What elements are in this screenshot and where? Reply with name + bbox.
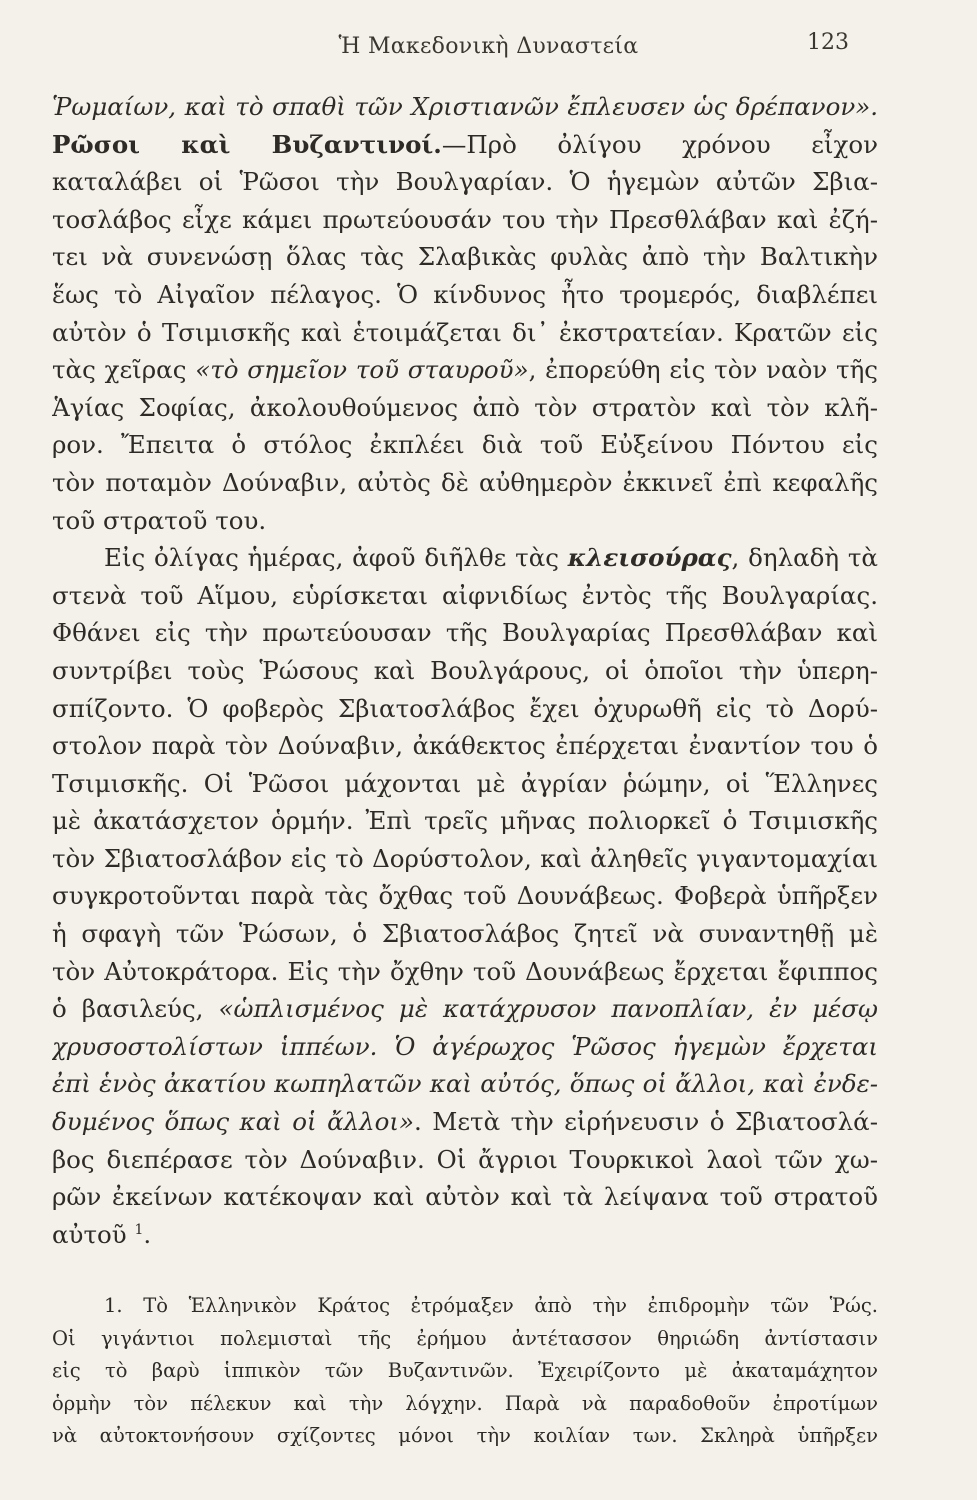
text-line: τοσλάβος εἶχε κάμει πρωτεύουσάν του τὴν Πρεσθλάβαν καὶ ἐζή- — [52, 204, 878, 234]
text-line: ὁ βασιλεύς, «ὡπλισμένος μὲ κατάχρυσον πανοπλίαν, ἐν μέσῳ — [52, 994, 878, 1024]
footnote-line: νὰ αὐτοκτονήσουν σχίζοντες μόνοι τὴν κοιλίαν των. Σκληρὰ ὑπῆρξεν — [52, 1424, 878, 1447]
text-line: αὐτοῦ $^1$. — [52, 1219, 152, 1249]
footnote-line: ὁρμὴν τὸν πέλεκυν καὶ τὴν λόγχην. Παρὰ νὰ παραδοθοῦν ἐπροτίμων — [52, 1391, 878, 1415]
text-line: συντρίβει τοὺς Ῥώσους καὶ Βουλγάρους, οἱ ὁποῖοι τὴν ὑπερη- — [52, 655, 878, 685]
text-line: σπίζοντο. Ὁ φοβερὸς Σβιατοσλάβος ἔχει ὀχυρωθῆ εἰς τὸ Δορύ- — [52, 693, 878, 723]
text-line: καταλάβει οἱ Ῥῶσοι τὴν Βουλγαρίαν. Ὁ ἡγεμὼν αὐτῶν Σβια- — [52, 167, 878, 197]
text-line: τὸν ποταμὸν Δούναβιν, αὐτὸς δὲ αὐθημερὸν ἐκκινεῖ ἐπὶ κεφαλῆς — [52, 467, 878, 497]
text-line: Τσιμισκῆς. Οἱ Ῥῶσοι μάχονται μὲ ἀγρίαν ῥώμην, οἱ Ἕλληνες — [52, 768, 878, 798]
text-line: βος διεπέρασε τὸν Δούναβιν. Οἱ ἄγριοι Τουρκικοὶ λαοὶ τῶν χω- — [52, 1144, 878, 1174]
text-line: Εἰς ὀλίγας ἡμέρας, ἀφοῦ διῆλθε τὰς κλεισούρας, δηλαδὴ τὰ — [104, 543, 878, 573]
text-line: Φθάνει εἰς τὴν πρωτεύουσαν τῆς Βουλγαρίας Πρεσθλάβαν καὶ — [52, 618, 878, 648]
text-line: χρυσοστολίστων ἱππέων. Ὁ ἀγέρωχος Ῥῶσος ἡγεμὼν ἔρχεται — [52, 1031, 878, 1061]
text-line: συγκροτοῦνται παρὰ τὰς ὄχθας τοῦ Δουνάβεως. Φοβερὰ ὑπῆρξεν — [52, 881, 878, 911]
running-title: Ἡ Μακεδονικὴ Δυναστεία — [338, 34, 639, 59]
page-number: 123 — [807, 30, 849, 55]
footnote-marker: 1 — [134, 1221, 144, 1238]
text-line: ρῶν ἐκείνων κατέκοψαν καὶ αὐτὸν καὶ τὰ λείψανα τοῦ στρατοῦ — [52, 1182, 878, 1212]
text-line: ρον. Ἔπειτα ὁ στόλος ἐκπλέει διὰ τοῦ Εὐξείνου Πόντου εἰς — [52, 430, 878, 460]
text-line: τὸν Αὐτοκράτορα. Εἰς τὴν ὄχθην τοῦ Δουνάβεως ἔρχεται ἔφιππος — [52, 956, 878, 986]
text-line: τει νὰ συνενώσῃ ὅλας τὰς Σλαβικὰς φυλὰς ἀπὸ τὴν Βαλτικὴν — [52, 242, 878, 272]
text-line: στολον παρὰ τὸν Δούναβιν, ἀκάθεκτος ἐπέρχεται ἐναντίον του ὁ — [52, 731, 878, 761]
section-heading: Ρῶσοι καὶ Βυζαντινοί. — [52, 129, 442, 159]
text-line: μὲ ἀκατάσχετον ὁρμήν. Ἐπὶ τρεῖς μῆνας πολιορκεῖ ὁ Τσιμισκῆς — [52, 806, 878, 836]
text-line: δυμένος ὅπως καὶ οἱ ἄλλοι». Μετὰ τὴν εἰρήνευσιν ὁ Σβιατοσλά- — [52, 1107, 878, 1137]
footnote-line: εἰς τὸ βαρὺ ἱππικὸν τῶν Βυζαντινῶν. Ἐχειρίζοντο μὲ ἀκαταμάχητον — [52, 1359, 878, 1382]
text-line: ἡ σφαγὴ τῶν Ῥώσων, ὁ Σβιατοσλάβος ζητεῖ νὰ συναντηθῇ μὲ — [52, 919, 878, 949]
main-text — [52, 88, 878, 1253]
text-line: τοῦ στρατοῦ του. — [52, 505, 267, 535]
text-line: στενὰ τοῦ Αἵμου, εὑρίσκεται αἰφνιδίως ἐντὸς τῆς Βουλγαρίας. — [52, 580, 878, 610]
text-line: τὰς χεῖρας «τὸ σημεῖον τοῦ σταυροῦ», ἐπορεύθη εἰς τὸν ναὸν τῆς — [52, 355, 878, 385]
text-line: Ρῶσοι καὶ Βυζαντινοί.—Πρὸ ὀλίγου χρόνου εἶχον — [52, 129, 878, 159]
text-line: τὸν Σβιατοσλάβον εἰς τὸ Δορύστολον, καὶ ἀληθεῖς γιγαντομαχίαι — [52, 843, 878, 873]
text-line: ἐπὶ ἑνὸς ἀκατίου κωπηλατῶν καὶ αὐτός, ὅπως οἱ ἄλλοι, καὶ ἐνδε- — [52, 1069, 878, 1099]
text-line: ἕως τὸ Αἰγαῖον πέλαγος. Ὁ κίνδυνος ἦτο τρομερός, διαβλέπει — [52, 279, 878, 309]
text-line: Ἁγίας Σοφίας, ἀκολουθούμενος ἀπὸ τὸν στρατὸν καὶ τὸν κλῆ- — [52, 392, 878, 422]
text-line: αὐτὸν ὁ Τσιμισκῆς καὶ ἑτοιμάζεται δι᾽ ἐκστρατείαν. Κρατῶν εἰς — [52, 317, 878, 347]
text-line: Ῥωμαίων, καὶ τὸ σπαθὶ τῶν Χριστιανῶν ἔπλευσεν ὡς δρέπανον». — [52, 92, 878, 121]
page-header — [0, 30, 977, 66]
footnotes — [52, 1290, 878, 1453]
footnote-line: Οἱ γιγάντιοι πολεμισταὶ τῆς ἐρήμου ἀντέτασσον θηριώδη ἀντίστασιν — [52, 1326, 878, 1350]
footnote-line: 1. Τὸ Ἑλληνικὸν Κράτος ἐτρόμαξεν ἀπὸ τὴν ἐπιδρομὴν τῶν Ῥώς. — [104, 1294, 878, 1317]
